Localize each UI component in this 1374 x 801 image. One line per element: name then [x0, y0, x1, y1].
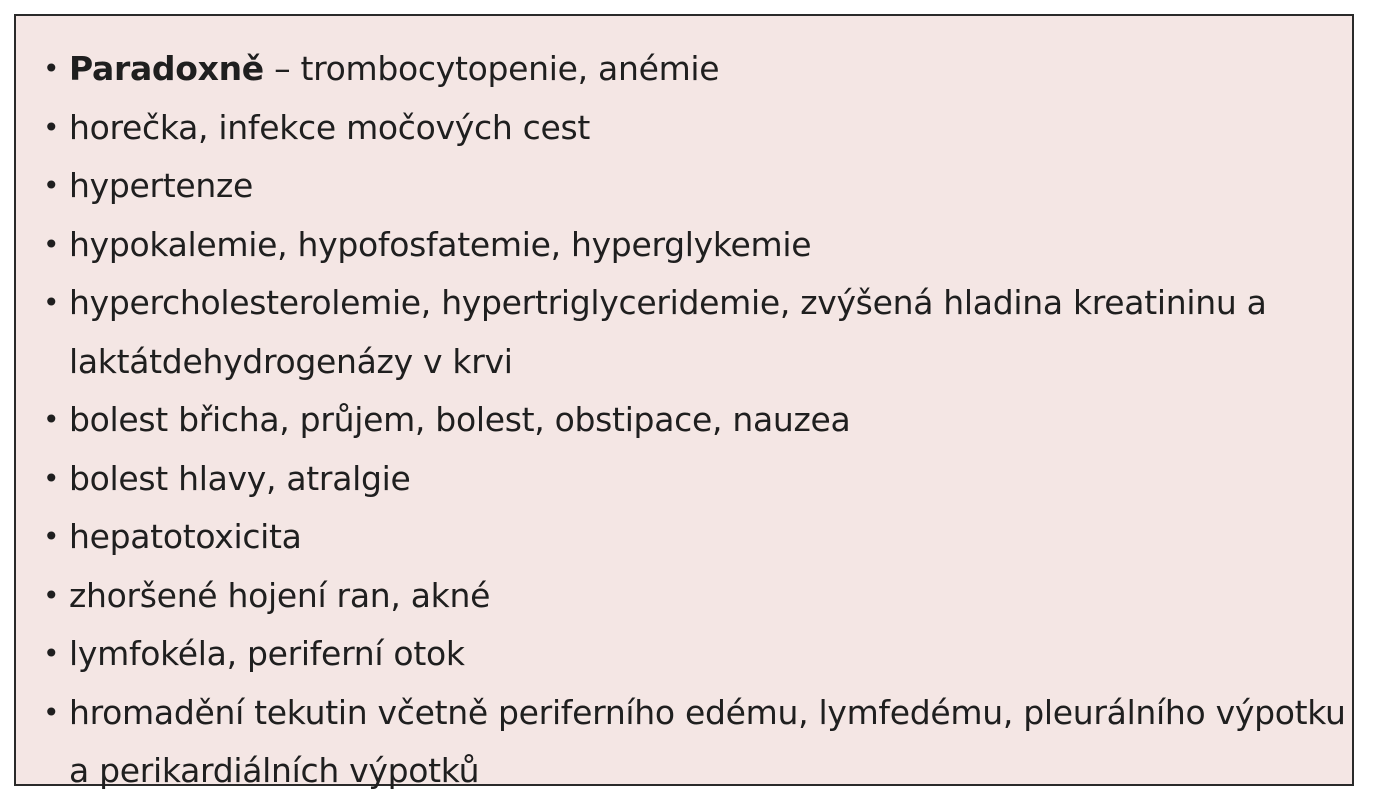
- side-effects-box: [14, 14, 1354, 790]
- list-item: [16, 508, 1352, 567]
- bullet-icon: •: [43, 227, 60, 261]
- bullet-icon: •: [43, 578, 60, 612]
- bullet-icon: •: [43, 286, 60, 319]
- list-item: [16, 567, 1352, 626]
- item-text: hypokalemie, hypofosfatemie, hyperglykemie: [69, 224, 812, 264]
- bullet-icon: •: [43, 461, 60, 495]
- list-item: [16, 274, 1352, 391]
- list-item: [16, 391, 1352, 450]
- item-text: hypercholesterolemie, hypertriglyceridemie, zvýšená hladina kreatininu a laktátdehydrogenázy v krvi: [69, 283, 1267, 381]
- bullet-icon: •: [43, 52, 60, 85]
- list-item: [16, 450, 1352, 509]
- item-text: bolest hlavy, atralgie: [69, 458, 411, 498]
- item-text: – trombocytopenie, anémie: [263, 49, 720, 88]
- bullet-icon: •: [43, 520, 60, 553]
- list-item: [16, 684, 1352, 801]
- bullet-icon: •: [43, 169, 60, 202]
- list-item: [16, 216, 1352, 275]
- list-item: [16, 157, 1352, 216]
- bullet-icon: •: [43, 403, 60, 436]
- item-text: hromadění tekutin včetně periferního edému, lymfedému, pleurálního výpotku a perikardiálních výpotků: [69, 692, 1346, 790]
- list-item: [16, 99, 1352, 158]
- item-text: hepatotoxicita: [69, 517, 302, 556]
- bullet-icon: •: [43, 110, 60, 144]
- list-item: [16, 625, 1352, 684]
- item-text: horečka, infekce močových cest: [69, 107, 591, 147]
- item-text: zhoršené hojení ran, akné: [69, 575, 491, 615]
- list-item: [16, 40, 1352, 99]
- item-bold-text: Paradoxně: [69, 49, 264, 88]
- item-text: lymfokéla, periferní otok: [69, 634, 465, 673]
- bullet-icon: •: [43, 637, 60, 670]
- side-effects-list: [16, 16, 1352, 801]
- item-text: hypertenze: [69, 166, 254, 205]
- bullet-icon: •: [43, 695, 60, 729]
- item-text: bolest břicha, průjem, bolest, obstipace, nauzea: [69, 400, 851, 439]
